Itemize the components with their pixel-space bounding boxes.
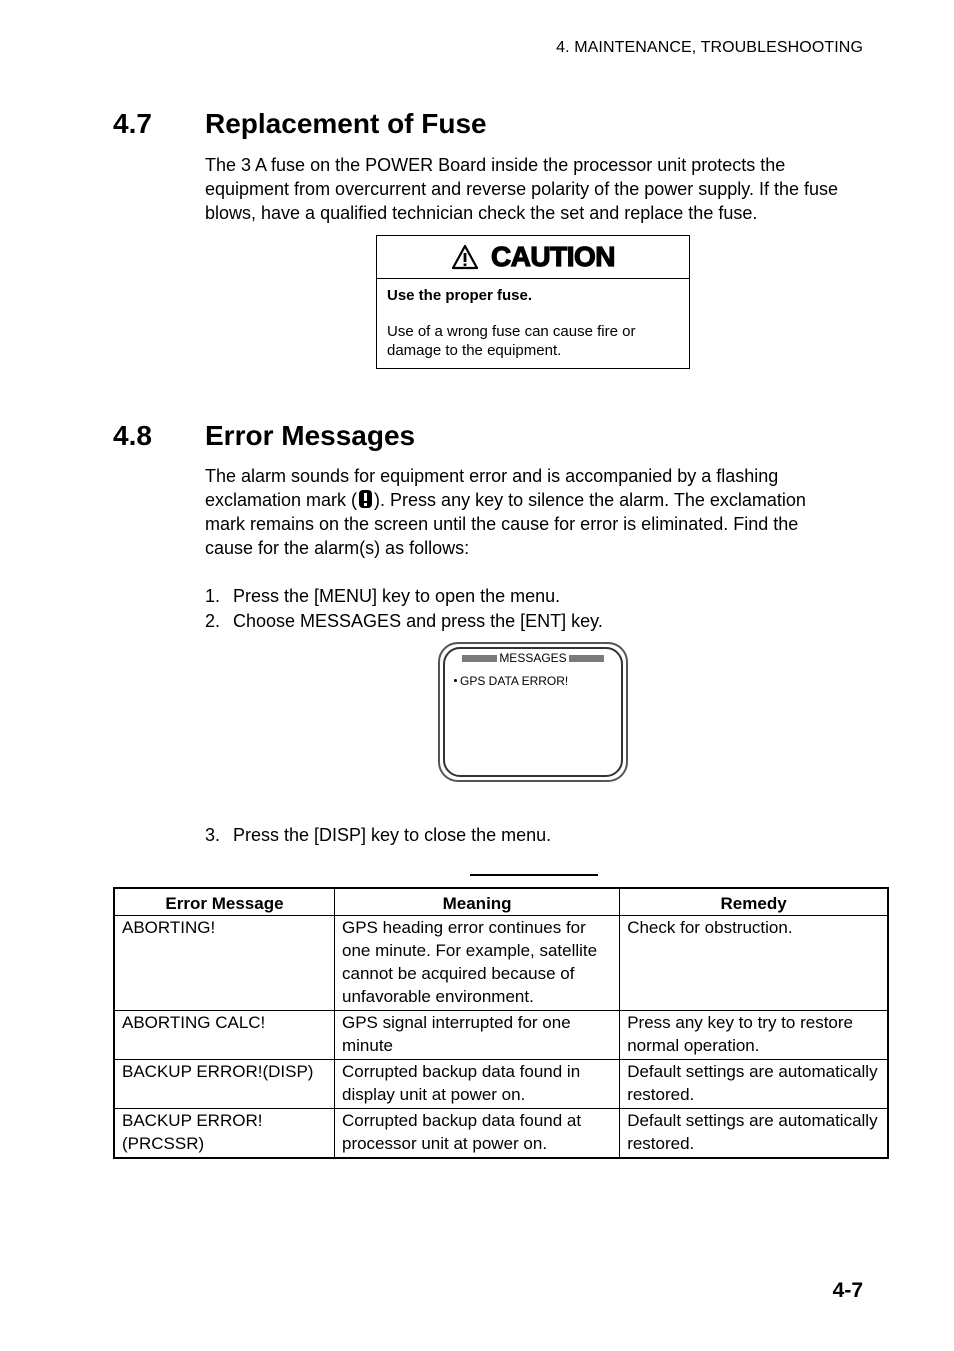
table-row [114,1011,888,1060]
column-header: Meaning [334,888,619,916]
meaning-cell: GPS signal interrupted for one minute [334,1011,619,1060]
table-row [114,916,888,1011]
meaning-cell: Corrupted backup data found at processor unit at power on. [334,1109,619,1159]
remedy-cell: Check for obstruction. [620,916,888,1011]
caution-body [377,279,689,367]
title-bar-right [569,655,604,662]
messages-screen [438,642,628,782]
caution-title: Use the proper fuse. [387,287,533,304]
caution-header [377,236,689,279]
step-text: Press the [DISP] key to close the menu. [233,825,552,845]
caution-box [376,235,690,369]
error-message-cell: ABORTING CALC! [114,1011,334,1060]
error-message-cell: ABORTING! [114,916,334,1011]
step-item [205,584,560,608]
section-number: 4.8 [113,420,152,451]
meaning-cell: GPS heading error continues for one minute. For example, satellite cannot be acquired because of unfavorable environment. [334,916,619,1011]
title-bar-left [462,655,497,662]
warning-triangle-icon [451,244,479,270]
error-message-cell: BACKUP ERROR!(PRCSSR) [114,1109,334,1159]
page-number: 4-7 [832,1279,863,1302]
step-item [205,609,603,633]
step-number: 3. [205,825,221,845]
screen-title [440,651,626,665]
section-title: Error Messages [205,420,416,451]
error-text-before: The alarm sounds for equipment error and is accompanied by a flashing exclamation mark ( [205,466,779,510]
step-text: Press the [MENU] key to open the menu. [233,586,561,606]
table-row [114,1109,888,1159]
remedy-cell: Default settings are automatically restored. [620,1060,888,1109]
caution-heading: CAUTION [490,241,616,272]
step-text: Choose MESSAGES and press the [ENT] key. [233,611,603,631]
error-text-after: ). Press any key to silence the alarm. The exclamation mark remains on the screen until the cause for error is eliminated. Find the cause for the alarm(s) as follows: [205,490,806,558]
error-messages-table [113,887,889,1159]
column-header: Error Message [114,888,334,916]
section-number: 4.7 [113,108,152,139]
fuse-paragraph: The 3 A fuse on the POWER Board inside the processor unit protects the equipment from overcurrent and reverse polarity of the power supply. If the fuse blows, have a qualified technician check the set and replace the fuse. [205,155,838,223]
screen-message-item: GPS DATA ERROR! [454,674,568,688]
step-number: 2. [205,611,221,631]
divider [470,874,598,876]
section-4-7-heading [113,108,487,140]
meaning-cell: Corrupted backup data found in display unit at power on. [334,1060,619,1109]
step-number: 1. [205,586,221,606]
remedy-cell: Press any key to try to restore normal operation. [620,1011,888,1060]
error-message-cell: BACKUP ERROR!(DISP) [114,1060,334,1109]
exclamation-mark-icon [358,489,373,509]
screen-title-text: MESSAGES [499,651,567,665]
column-header: Remedy [620,888,888,916]
table-header-row [114,888,888,916]
error-paragraph [205,464,845,560]
screen-bezel [443,647,623,777]
running-header: 4. MAINTENANCE, TROUBLESHOOTING [556,39,863,56]
section-4-8-heading [113,420,415,452]
remedy-cell: Default settings are automatically restored. [620,1109,888,1159]
caution-text: Use of a wrong fuse can cause fire or damage to the equipment. [387,323,636,359]
step-item [205,823,551,847]
section-title: Replacement of Fuse [205,108,487,139]
table-row [114,1060,888,1109]
